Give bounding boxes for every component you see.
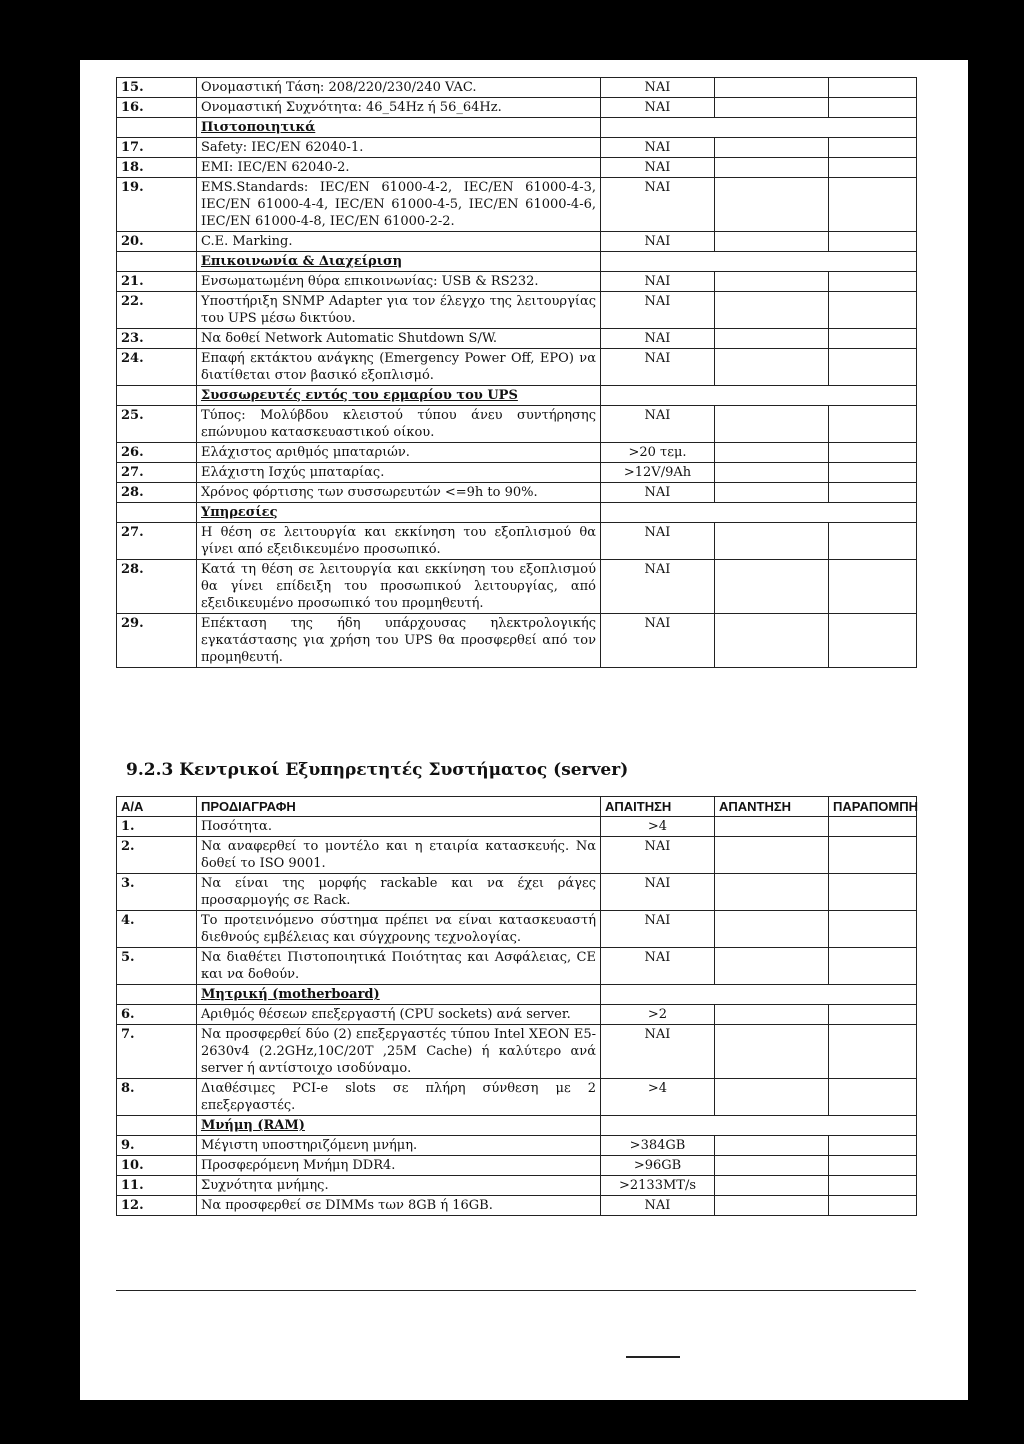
section-spacer xyxy=(117,1116,197,1136)
section-heading: 9.2.3 Κεντρικοί Εξυπηρετητές Συστήματος (server) xyxy=(126,760,629,780)
row-specification: Η θέση σε λειτουργία και εκκίνηση του εξοπλισμού θα γίνει από εξειδικευμένο προσωπικό. xyxy=(197,523,601,560)
row-reference xyxy=(829,232,917,252)
section-blank xyxy=(601,386,917,406)
col-header-reference: ΠΑΡΑΠΟΜΠΗ xyxy=(829,797,917,817)
row-answer xyxy=(715,178,829,232)
row-reference xyxy=(829,443,917,463)
row-reference xyxy=(829,614,917,668)
row-answer xyxy=(715,837,829,874)
row-answer xyxy=(715,948,829,985)
row-answer xyxy=(715,1136,829,1156)
row-specification: Ποσότητα. xyxy=(197,817,601,837)
row-number: 4. xyxy=(117,911,197,948)
row-requirement: ΝΑΙ xyxy=(601,158,715,178)
table-row xyxy=(117,1156,917,1176)
row-requirement: >12V/9Ah xyxy=(601,463,715,483)
table-row xyxy=(117,406,917,443)
section-blank xyxy=(601,985,917,1005)
section-row xyxy=(117,1116,917,1136)
row-specification: Ενσωματωμένη θύρα επικοινωνίας: USB & RS232. xyxy=(197,272,601,292)
row-number: 24. xyxy=(117,349,197,386)
row-requirement: ΝΑΙ xyxy=(601,349,715,386)
row-requirement: ΝΑΙ xyxy=(601,178,715,232)
row-specification: Τύπος: Μολύβδου κλειστού τύπου άνευ συντήρησης επώνυμου κατασκευαστικού οίκου. xyxy=(197,406,601,443)
row-requirement: >2 xyxy=(601,1005,715,1025)
row-requirement: >4 xyxy=(601,817,715,837)
table-row xyxy=(117,138,917,158)
table-row xyxy=(117,78,917,98)
row-number: 27. xyxy=(117,523,197,560)
table-row xyxy=(117,1079,917,1116)
row-number: 23. xyxy=(117,329,197,349)
row-specification: Ονομαστική Τάση: 208/220/230/240 VAC. xyxy=(197,78,601,98)
row-specification: Ελάχιστη Ισχύς μπαταρίας. xyxy=(197,463,601,483)
table-row xyxy=(117,349,917,386)
col-header-spec: ΠΡΟΔΙΑΓΡΑΦΗ xyxy=(197,797,601,817)
row-reference xyxy=(829,406,917,443)
section-spacer xyxy=(117,252,197,272)
row-reference xyxy=(829,349,917,386)
row-specification: Κατά τη θέση σε λειτουργία και εκκίνηση του εξοπλισμού θα γίνει επίδειξη του προσωπικού λειτουργίας, από εξειδικευμένο προσωπικό του προμηθευτή. xyxy=(197,560,601,614)
table-row xyxy=(117,948,917,985)
row-number: 19. xyxy=(117,178,197,232)
table-row xyxy=(117,329,917,349)
row-specification: Συχνότητα μνήμης. xyxy=(197,1176,601,1196)
section-title: Επικοινωνία & Διαχείριση xyxy=(197,252,601,272)
table-row xyxy=(117,911,917,948)
row-requirement: ΝΑΙ xyxy=(601,78,715,98)
row-number: 8. xyxy=(117,1079,197,1116)
header-row xyxy=(117,797,917,817)
table-row xyxy=(117,817,917,837)
section-title: Μνήμη (RAM) xyxy=(197,1116,601,1136)
col-header-answer: ΑΠΑΝΤΗΣΗ xyxy=(715,797,829,817)
row-reference xyxy=(829,817,917,837)
row-number: 21. xyxy=(117,272,197,292)
row-reference xyxy=(829,329,917,349)
row-specification: Διαθέσιμες PCI-e slots σε πλήρη σύνθεση με 2 επεξεργαστές. xyxy=(197,1079,601,1116)
row-reference xyxy=(829,911,917,948)
section-blank xyxy=(601,503,917,523)
col-header-aa: Α/Α xyxy=(117,797,197,817)
section-title: Μητρική (motherboard) xyxy=(197,985,601,1005)
row-specification: C.E. Marking. xyxy=(197,232,601,252)
row-number: 5. xyxy=(117,948,197,985)
table-row xyxy=(117,1025,917,1079)
row-answer xyxy=(715,614,829,668)
ups-spec-table xyxy=(116,77,917,668)
row-requirement: ΝΑΙ xyxy=(601,406,715,443)
section-blank xyxy=(601,252,917,272)
col-header-requirement: ΑΠΑΙΤΗΣΗ xyxy=(601,797,715,817)
row-specification: Να αναφερθεί το μοντέλο και η εταιρία κατασκευής. Να δοθεί το ISO 9001. xyxy=(197,837,601,874)
row-requirement: ΝΑΙ xyxy=(601,911,715,948)
section-title: Υπηρεσίες xyxy=(197,503,601,523)
row-number: 28. xyxy=(117,560,197,614)
row-requirement: ΝΑΙ xyxy=(601,1196,715,1216)
row-reference xyxy=(829,1196,917,1216)
row-answer xyxy=(715,443,829,463)
section-blank xyxy=(601,118,917,138)
row-specification: Ονομαστική Συχνότητα: 46_54Hz ή 56_64Hz. xyxy=(197,98,601,118)
footer-mark xyxy=(626,1356,680,1358)
section-row xyxy=(117,985,917,1005)
row-reference xyxy=(829,1079,917,1116)
row-number: 15. xyxy=(117,78,197,98)
row-specification: Safety: IEC/EN 62040-1. xyxy=(197,138,601,158)
table-row xyxy=(117,232,917,252)
row-reference xyxy=(829,523,917,560)
row-number: 22. xyxy=(117,292,197,329)
row-answer xyxy=(715,463,829,483)
table-row xyxy=(117,443,917,463)
row-reference xyxy=(829,560,917,614)
section-row xyxy=(117,386,917,406)
row-specification: Επαφή εκτάκτου ανάγκης (Emergency Power Off, EPO) να διατίθεται στον βασικό εξοπλισμό. xyxy=(197,349,601,386)
row-answer xyxy=(715,1156,829,1176)
table-row xyxy=(117,614,917,668)
row-reference xyxy=(829,292,917,329)
server-spec-table xyxy=(116,796,917,1216)
row-specification: EMS.Standards: IEC/EN 61000-4-2, IEC/EN 61000-4-3, IEC/EN 61000-4-4, IEC/EN 61000-4-5, IEC/EN 61000-4-6, IEC/EN 61000-4-8, IEC/EN 61000-2-2. xyxy=(197,178,601,232)
row-answer xyxy=(715,272,829,292)
row-number: 28. xyxy=(117,483,197,503)
table-row xyxy=(117,523,917,560)
row-requirement: ΝΑΙ xyxy=(601,1025,715,1079)
row-reference xyxy=(829,874,917,911)
table-row xyxy=(117,1176,917,1196)
row-specification: Χρόνος φόρτισης των συσσωρευτών <=9h to 90%. xyxy=(197,483,601,503)
row-specification: Ελάχιστος αριθμός μπαταριών. xyxy=(197,443,601,463)
table-row xyxy=(117,1005,917,1025)
row-number: 17. xyxy=(117,138,197,158)
row-specification: Υποστήριξη SNMP Adapter για τον έλεγχο της λειτουργίας του UPS μέσω δικτύου. xyxy=(197,292,601,329)
row-answer xyxy=(715,292,829,329)
table-row xyxy=(117,1136,917,1156)
row-answer xyxy=(715,98,829,118)
section-spacer xyxy=(117,503,197,523)
row-answer xyxy=(715,406,829,443)
row-answer xyxy=(715,232,829,252)
document-page xyxy=(80,60,968,1400)
section-row xyxy=(117,252,917,272)
row-reference xyxy=(829,272,917,292)
row-number: 3. xyxy=(117,874,197,911)
table-row xyxy=(117,292,917,329)
row-number: 29. xyxy=(117,614,197,668)
row-specification: Μέγιστη υποστηριζόμενη μνήμη. xyxy=(197,1136,601,1156)
row-answer xyxy=(715,560,829,614)
row-specification: Επέκταση της ήδη υπάρχουσας ηλεκτρολογικής εγκατάστασης για χρήση του UPS θα προσφερθεί από τον προμηθευτή. xyxy=(197,614,601,668)
row-requirement: ΝΑΙ xyxy=(601,232,715,252)
table-row xyxy=(117,463,917,483)
row-number: 26. xyxy=(117,443,197,463)
row-requirement: ΝΑΙ xyxy=(601,948,715,985)
row-specification: Αριθμός θέσεων επεξεργαστή (CPU sockets) ανά server. xyxy=(197,1005,601,1025)
row-requirement: >4 xyxy=(601,1079,715,1116)
row-requirement: ΝΑΙ xyxy=(601,837,715,874)
row-answer xyxy=(715,78,829,98)
row-answer xyxy=(715,523,829,560)
row-reference xyxy=(829,1156,917,1176)
row-requirement: ΝΑΙ xyxy=(601,560,715,614)
row-reference xyxy=(829,98,917,118)
table-row xyxy=(117,158,917,178)
row-requirement: >96GB xyxy=(601,1156,715,1176)
section-title: Πιστοποιητικά xyxy=(197,118,601,138)
table-row xyxy=(117,837,917,874)
row-requirement: ΝΑΙ xyxy=(601,138,715,158)
row-reference xyxy=(829,1005,917,1025)
row-requirement: ΝΑΙ xyxy=(601,874,715,911)
row-number: 12. xyxy=(117,1196,197,1216)
row-specification: Να δοθεί Network Automatic Shutdown S/W. xyxy=(197,329,601,349)
row-answer xyxy=(715,1196,829,1216)
section-spacer xyxy=(117,118,197,138)
row-specification: Το προτεινόμενο σύστημα πρέπει να είναι κατασκευαστή διεθνούς εμβέλειας και σύγχρονης τεχνολογίας. xyxy=(197,911,601,948)
row-specification: Να προσφερθεί σε DIMMs των 8GB ή 16GB. xyxy=(197,1196,601,1216)
table-row xyxy=(117,874,917,911)
row-number: 11. xyxy=(117,1176,197,1196)
table-row xyxy=(117,560,917,614)
row-answer xyxy=(715,483,829,503)
row-requirement: ΝΑΙ xyxy=(601,272,715,292)
row-number: 27. xyxy=(117,463,197,483)
row-reference xyxy=(829,158,917,178)
row-requirement: ΝΑΙ xyxy=(601,98,715,118)
table-row xyxy=(117,272,917,292)
row-specification: Να διαθέτει Πιστοποιητικά Ποιότητας και Ασφάλειας, CE και να δοθούν. xyxy=(197,948,601,985)
row-answer xyxy=(715,817,829,837)
row-requirement: >2133MT/s xyxy=(601,1176,715,1196)
row-number: 20. xyxy=(117,232,197,252)
row-number: 18. xyxy=(117,158,197,178)
row-reference xyxy=(829,1136,917,1156)
row-answer xyxy=(715,158,829,178)
table-row xyxy=(117,1196,917,1216)
row-requirement: >384GB xyxy=(601,1136,715,1156)
row-specification: Προσφερόμενη Μνήμη DDR4. xyxy=(197,1156,601,1176)
row-answer xyxy=(715,349,829,386)
row-specification: Να είναι της μορφής rackable και να έχει ράγες προσαρμογής σε Rack. xyxy=(197,874,601,911)
row-reference xyxy=(829,78,917,98)
row-reference xyxy=(829,948,917,985)
section-row xyxy=(117,118,917,138)
row-specification: EMI: IEC/EN 62040-2. xyxy=(197,158,601,178)
table-row xyxy=(117,178,917,232)
row-requirement: ΝΑΙ xyxy=(601,614,715,668)
row-reference xyxy=(829,463,917,483)
row-number: 1. xyxy=(117,817,197,837)
row-reference xyxy=(829,178,917,232)
row-answer xyxy=(715,1176,829,1196)
table-row xyxy=(117,483,917,503)
row-reference xyxy=(829,1025,917,1079)
row-number: 25. xyxy=(117,406,197,443)
row-reference xyxy=(829,138,917,158)
section-spacer xyxy=(117,985,197,1005)
table-row xyxy=(117,98,917,118)
row-answer xyxy=(715,329,829,349)
row-answer xyxy=(715,138,829,158)
footer-rule xyxy=(116,1290,916,1291)
row-number: 9. xyxy=(117,1136,197,1156)
row-number: 2. xyxy=(117,837,197,874)
row-requirement: ΝΑΙ xyxy=(601,523,715,560)
row-reference xyxy=(829,837,917,874)
section-row xyxy=(117,503,917,523)
row-answer xyxy=(715,1025,829,1079)
row-answer xyxy=(715,911,829,948)
row-answer xyxy=(715,1079,829,1116)
row-answer xyxy=(715,1005,829,1025)
section-title: Συσσωρευτές εντός του ερμαρίου του UPS xyxy=(197,386,601,406)
row-number: 6. xyxy=(117,1005,197,1025)
row-reference xyxy=(829,483,917,503)
section-blank xyxy=(601,1116,917,1136)
row-requirement: >20 τεμ. xyxy=(601,443,715,463)
row-number: 10. xyxy=(117,1156,197,1176)
row-requirement: ΝΑΙ xyxy=(601,483,715,503)
row-number: 7. xyxy=(117,1025,197,1079)
row-requirement: ΝΑΙ xyxy=(601,292,715,329)
row-answer xyxy=(715,874,829,911)
row-number: 16. xyxy=(117,98,197,118)
section-spacer xyxy=(117,386,197,406)
row-requirement: ΝΑΙ xyxy=(601,329,715,349)
row-reference xyxy=(829,1176,917,1196)
row-specification: Να προσφερθεί δύο (2) επεξεργαστές τύπου Intel XEON E5-2630v4 (2.2GHz,10C/20T ,25M Cache) ή καλύτερο ανά server ή αντίστοιχο ισοδύναμο. xyxy=(197,1025,601,1079)
